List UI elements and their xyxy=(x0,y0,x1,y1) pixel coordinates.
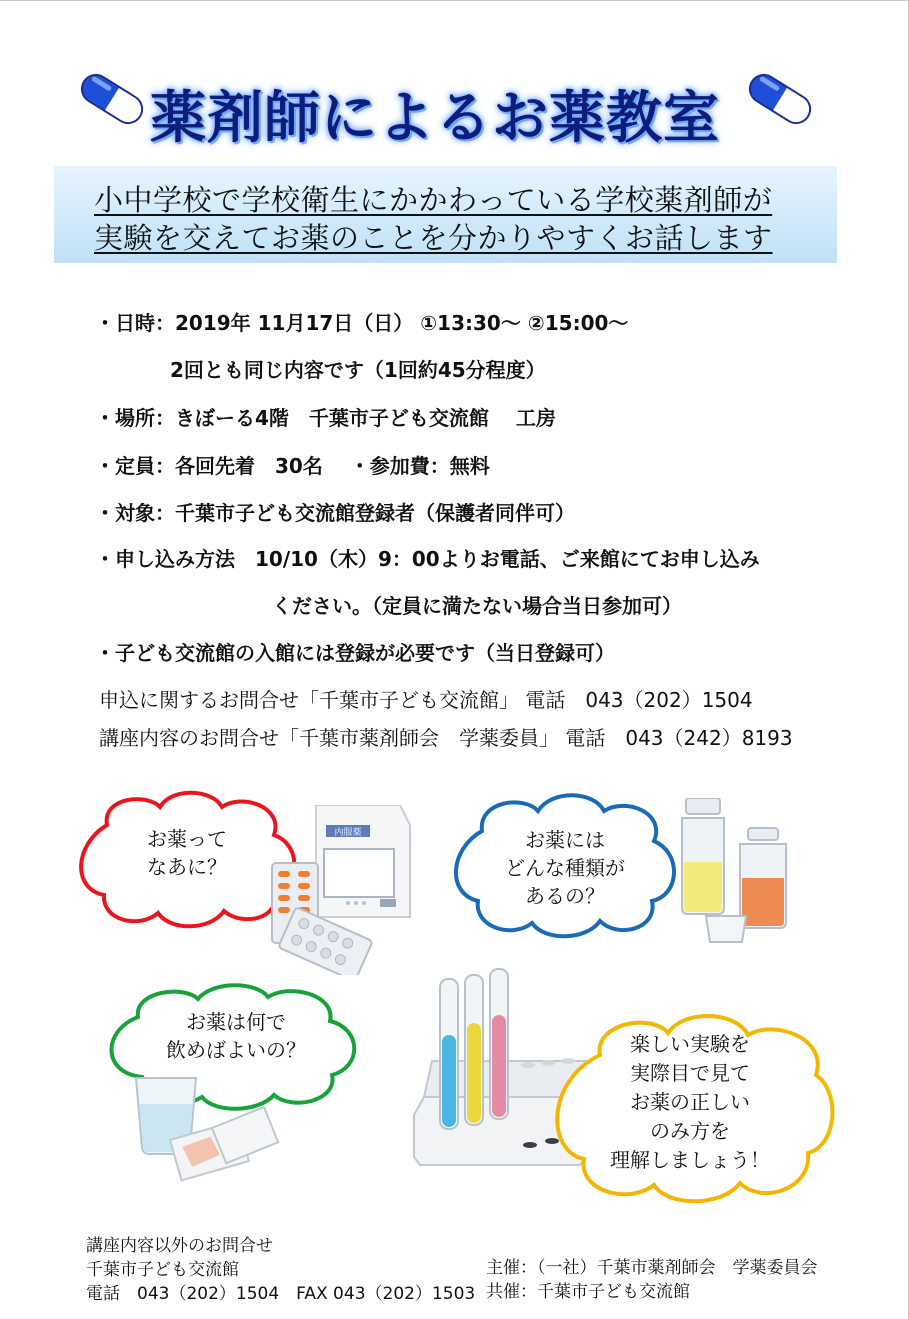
bubble-line: どんな種類が xyxy=(505,856,625,880)
medicine-bottles-illustration xyxy=(676,798,806,948)
medicine-bag-illustration xyxy=(268,805,418,975)
bubble-line: 飲めばよいの？ xyxy=(166,1038,306,1062)
event-datetime-note: 2回とも同じ内容です（1回約45分程度） xyxy=(170,358,546,382)
footer-organizer: 主催：（一社）千葉市薬剤師会 学薬委員会 xyxy=(486,1258,818,1278)
event-capacity: ・定員：各回先着 30名 ・参加費：無料 xyxy=(95,454,490,478)
bubble-line: あるの？ xyxy=(525,884,605,908)
bubble-line: のみ方を xyxy=(650,1119,730,1143)
event-place: ・場所：きぼーる4階 千葉市子ども交流館 工房 xyxy=(95,406,556,430)
bubble-line: お薬って xyxy=(147,827,227,851)
capsule-icon xyxy=(740,66,820,132)
bubble-line: なあに？ xyxy=(147,855,227,879)
footer-cosponsor: 共催：千葉市子ども交流館 xyxy=(486,1282,690,1302)
bubble-line: 実際目で見て xyxy=(630,1061,750,1085)
event-registration: ・子ども交流館の入館には登録が必要です（当日登録可） xyxy=(95,641,615,665)
banner-line-2: 実験を交えてお薬のことを分かりやすくお話します xyxy=(94,221,773,255)
bubble-line: お薬の正しい xyxy=(630,1090,750,1114)
event-apply: ・申し込み方法 10/10（木）9：00よりお電話、ご来館にてお申し込み xyxy=(95,547,760,571)
water-cup-illustration xyxy=(130,1070,280,1190)
title-area xyxy=(0,62,909,151)
bubble-green-text xyxy=(86,1008,386,1064)
bubble-line: お薬には xyxy=(525,828,605,852)
event-target: ・対象：千葉市子ども交流館登録者（保護者同伴可） xyxy=(95,501,575,525)
footer-inquiry-label: 講座内容以外のお問合せ xyxy=(86,1236,273,1256)
footer-right xyxy=(486,1256,818,1304)
footer-left xyxy=(86,1234,475,1306)
event-datetime: ・日時：2019年 11月17日（日） ①13:30～ ②15:00～ xyxy=(95,311,629,335)
contact-line-2: 講座内容のお問合せ「千葉市薬剤師会 学薬委員」 電話 043（242）8193 xyxy=(99,726,793,750)
bubble-line: 理解しましょう！ xyxy=(610,1148,770,1172)
capsule-icon xyxy=(72,66,152,132)
footer-phone-fax: 電話 043（202）1504 FAX 043（202）1503 xyxy=(86,1284,476,1304)
bubble-yellow-text xyxy=(560,1030,820,1175)
page-title: 薬剤師によるお薬教室 xyxy=(150,86,720,151)
bubble-line: 楽しい実験を xyxy=(630,1032,750,1056)
banner-line-1: 小中学校で学校衛生にかかわっている学校薬剤師が xyxy=(94,183,773,217)
contact-line-1: 申込に関するお問合せ「千葉市子ども交流館」 電話 043（202）1504 xyxy=(99,688,753,712)
bubble-blue-text xyxy=(440,826,690,910)
bubble-line: お薬は何で xyxy=(186,1010,286,1034)
intro-banner xyxy=(54,166,837,263)
medicine-bag-label: 内服薬 xyxy=(334,828,362,838)
footer-org-name: 千葉市子ども交流館 xyxy=(86,1260,239,1280)
event-apply-cont: ください。（定員に満たない場合当日参加可） xyxy=(272,594,682,618)
